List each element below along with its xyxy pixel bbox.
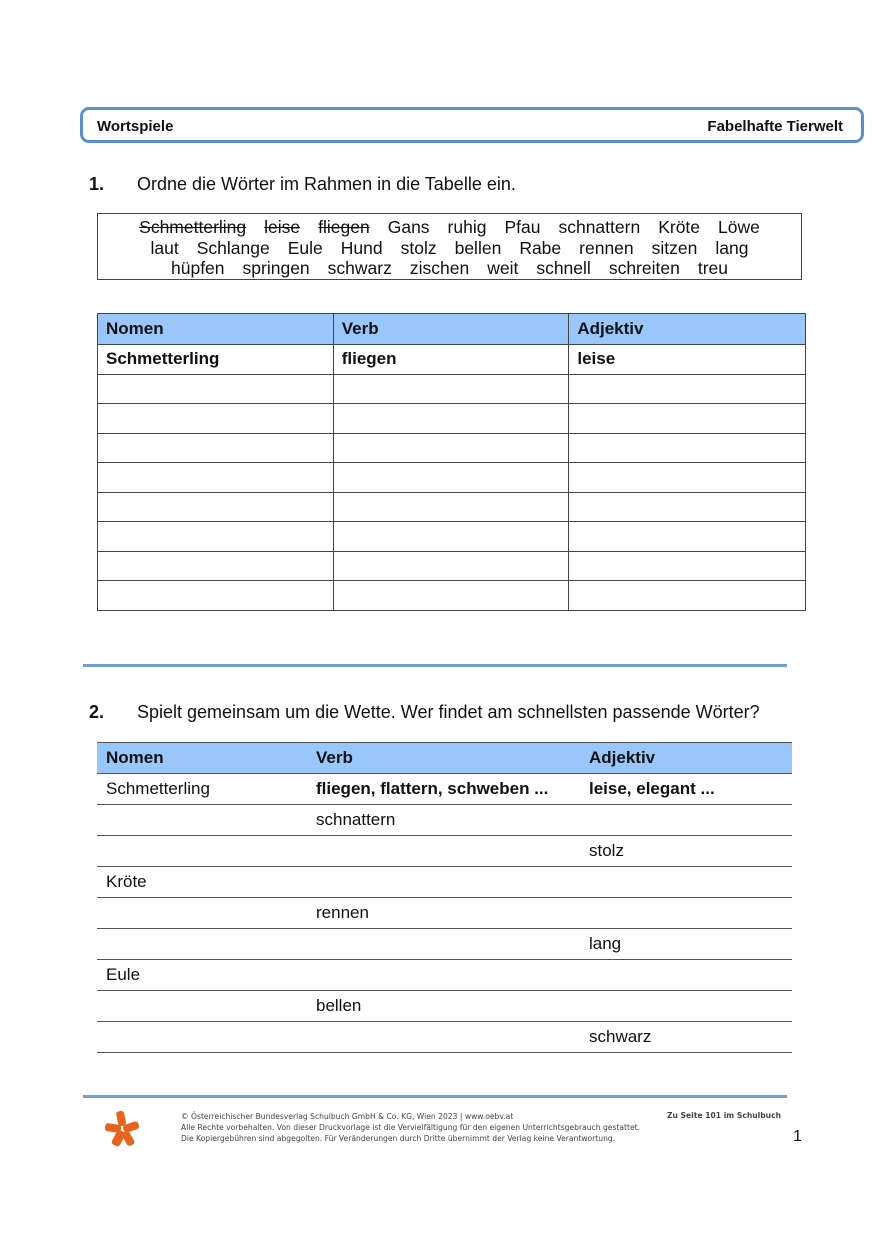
- table-row: [98, 492, 806, 522]
- word: ruhig: [447, 217, 487, 237]
- table-cell: [98, 551, 334, 581]
- table-cell: [333, 404, 569, 434]
- table-cell: [98, 433, 334, 463]
- word-line: [98, 258, 801, 279]
- table-cell: [97, 898, 307, 929]
- table-cell: [569, 433, 806, 463]
- table-cell: [98, 581, 334, 611]
- table-cell: [333, 463, 569, 493]
- table-cell: stolz: [580, 836, 792, 867]
- table-row: [97, 991, 792, 1022]
- table-row: [97, 805, 792, 836]
- table-cell: [97, 991, 307, 1022]
- table-row: [98, 374, 806, 404]
- worksheet-header: [80, 107, 864, 143]
- page-number: 1: [793, 1128, 802, 1145]
- footer-divider: [83, 1095, 787, 1098]
- word: weit: [487, 258, 519, 278]
- word: sitzen: [651, 237, 698, 258]
- column-header: Nomen: [98, 314, 334, 345]
- table-row: [98, 433, 806, 463]
- table-cell: [97, 836, 307, 867]
- table-cell: [307, 836, 580, 867]
- task-2-number: 2.: [89, 702, 105, 722]
- table-cell: [307, 1022, 580, 1053]
- table-cell: [97, 1022, 307, 1053]
- table-cell: [580, 991, 792, 1022]
- table-row: [97, 867, 792, 898]
- word: laut: [150, 237, 179, 258]
- table-cell: [569, 463, 806, 493]
- game-table: [97, 742, 792, 1053]
- table-cell: [569, 492, 806, 522]
- word: stolz: [400, 237, 437, 258]
- word-box: [97, 213, 802, 280]
- table-row: [98, 404, 806, 434]
- oebv-logo-icon: [104, 1110, 140, 1148]
- table-cell: [333, 551, 569, 581]
- copyright-line: Die Kopiergebühren sind abgegolten. Für Veränderungen durch Dritte übernimmt der Verlag keine Verantwortung.: [181, 1134, 616, 1143]
- table-row: [97, 960, 792, 991]
- table-cell: [307, 929, 580, 960]
- table-cell: [569, 404, 806, 434]
- word-struck: Schmetterling: [139, 217, 247, 237]
- table-cell: [333, 374, 569, 404]
- sort-table: [97, 313, 806, 611]
- table-cell: [97, 929, 307, 960]
- table-row: [97, 774, 792, 805]
- table-row: [98, 463, 806, 493]
- table-cell: Kröte: [97, 867, 307, 898]
- task-2-text: Spielt gemeinsam um die Wette. Wer findet am schnellsten passende Wörter?: [137, 702, 760, 722]
- word: Eule: [287, 237, 323, 258]
- word: schnattern: [558, 217, 641, 237]
- word-struck: leise: [264, 217, 301, 237]
- table-cell: [98, 404, 334, 434]
- table-cell: fliegen, flattern, schweben ...: [307, 774, 580, 805]
- word: Kröte: [658, 217, 701, 237]
- table-row: [98, 581, 806, 611]
- table-row: [98, 522, 806, 552]
- textbook-reference: Zu Seite 101 im Schulbuch: [667, 1111, 781, 1120]
- copyright-line: Alle Rechte vorbehalten. Von dieser Druckvorlage ist die Vervielfältigung für den eigenen Unterrichtsgebrauch gestattet.: [181, 1123, 641, 1132]
- table-cell: [98, 522, 334, 552]
- task-1-instruction: [89, 174, 516, 195]
- table-cell: [98, 492, 334, 522]
- table-cell: schwarz: [580, 1022, 792, 1053]
- table-cell: Eule: [97, 960, 307, 991]
- table-cell: [580, 867, 792, 898]
- word: Hund: [340, 237, 383, 258]
- section-divider: [83, 664, 787, 667]
- column-header: Adjektiv: [569, 314, 806, 345]
- word-struck: fliegen: [318, 217, 370, 237]
- word-line: [98, 217, 801, 238]
- column-header: Verb: [307, 743, 580, 774]
- table-cell: [333, 522, 569, 552]
- table-cell: [569, 551, 806, 581]
- table-cell: [333, 581, 569, 611]
- copyright-line: © Österreichischer Bundesverlag Schulbuch GmbH & Co. KG, Wien 2023 | www.oebv.at: [181, 1112, 514, 1121]
- word: treu: [697, 258, 728, 278]
- word: Löwe: [718, 217, 760, 237]
- table-cell: [307, 960, 580, 991]
- table-cell: leise: [569, 345, 806, 375]
- table-cell: [333, 492, 569, 522]
- table-cell: [307, 867, 580, 898]
- table-cell: leise, elegant ...: [580, 774, 792, 805]
- table-row: [97, 1022, 792, 1053]
- column-header: Adjektiv: [580, 743, 792, 774]
- table-row: [98, 345, 806, 375]
- header-chapter: Fabelhafte Tierwelt: [707, 117, 843, 135]
- task-1-text: Ordne die Wörter im Rahmen in die Tabelle ein.: [137, 174, 516, 194]
- table-cell: [580, 898, 792, 929]
- word: hüpfen: [171, 258, 225, 278]
- task-1-number: 1.: [89, 174, 105, 194]
- word: lang: [715, 237, 749, 258]
- table-row: [97, 929, 792, 960]
- word: schreiten: [608, 258, 680, 278]
- table-row: [98, 551, 806, 581]
- table-cell: [569, 374, 806, 404]
- word: bellen: [454, 237, 502, 258]
- word: springen: [242, 258, 310, 278]
- column-header: Nomen: [97, 743, 307, 774]
- table-cell: schnattern: [307, 805, 580, 836]
- word: Pfau: [504, 217, 541, 237]
- word: schnell: [536, 258, 591, 278]
- word: zischen: [409, 258, 470, 278]
- word-line: [98, 238, 801, 259]
- table-cell: [580, 805, 792, 836]
- column-header: Verb: [333, 314, 569, 345]
- table-cell: [569, 581, 806, 611]
- word: rennen: [579, 237, 634, 258]
- table-cell: rennen: [307, 898, 580, 929]
- header-topic: Wortspiele: [97, 117, 174, 135]
- task-2-instruction: [89, 702, 760, 723]
- table-cell: [97, 805, 307, 836]
- word: Schlange: [196, 237, 270, 258]
- word: schwarz: [327, 258, 392, 278]
- table-cell: Schmetterling: [97, 774, 307, 805]
- table-cell: Schmetterling: [98, 345, 334, 375]
- table-row: [97, 898, 792, 929]
- table-cell: [98, 374, 334, 404]
- word: Gans: [387, 217, 430, 237]
- table-cell: bellen: [307, 991, 580, 1022]
- table-row: [97, 836, 792, 867]
- table-cell: [569, 522, 806, 552]
- table-cell: fliegen: [333, 345, 569, 375]
- table-cell: lang: [580, 929, 792, 960]
- table-cell: [580, 960, 792, 991]
- word: Rabe: [519, 237, 562, 258]
- table-cell: [98, 463, 334, 493]
- table-cell: [333, 433, 569, 463]
